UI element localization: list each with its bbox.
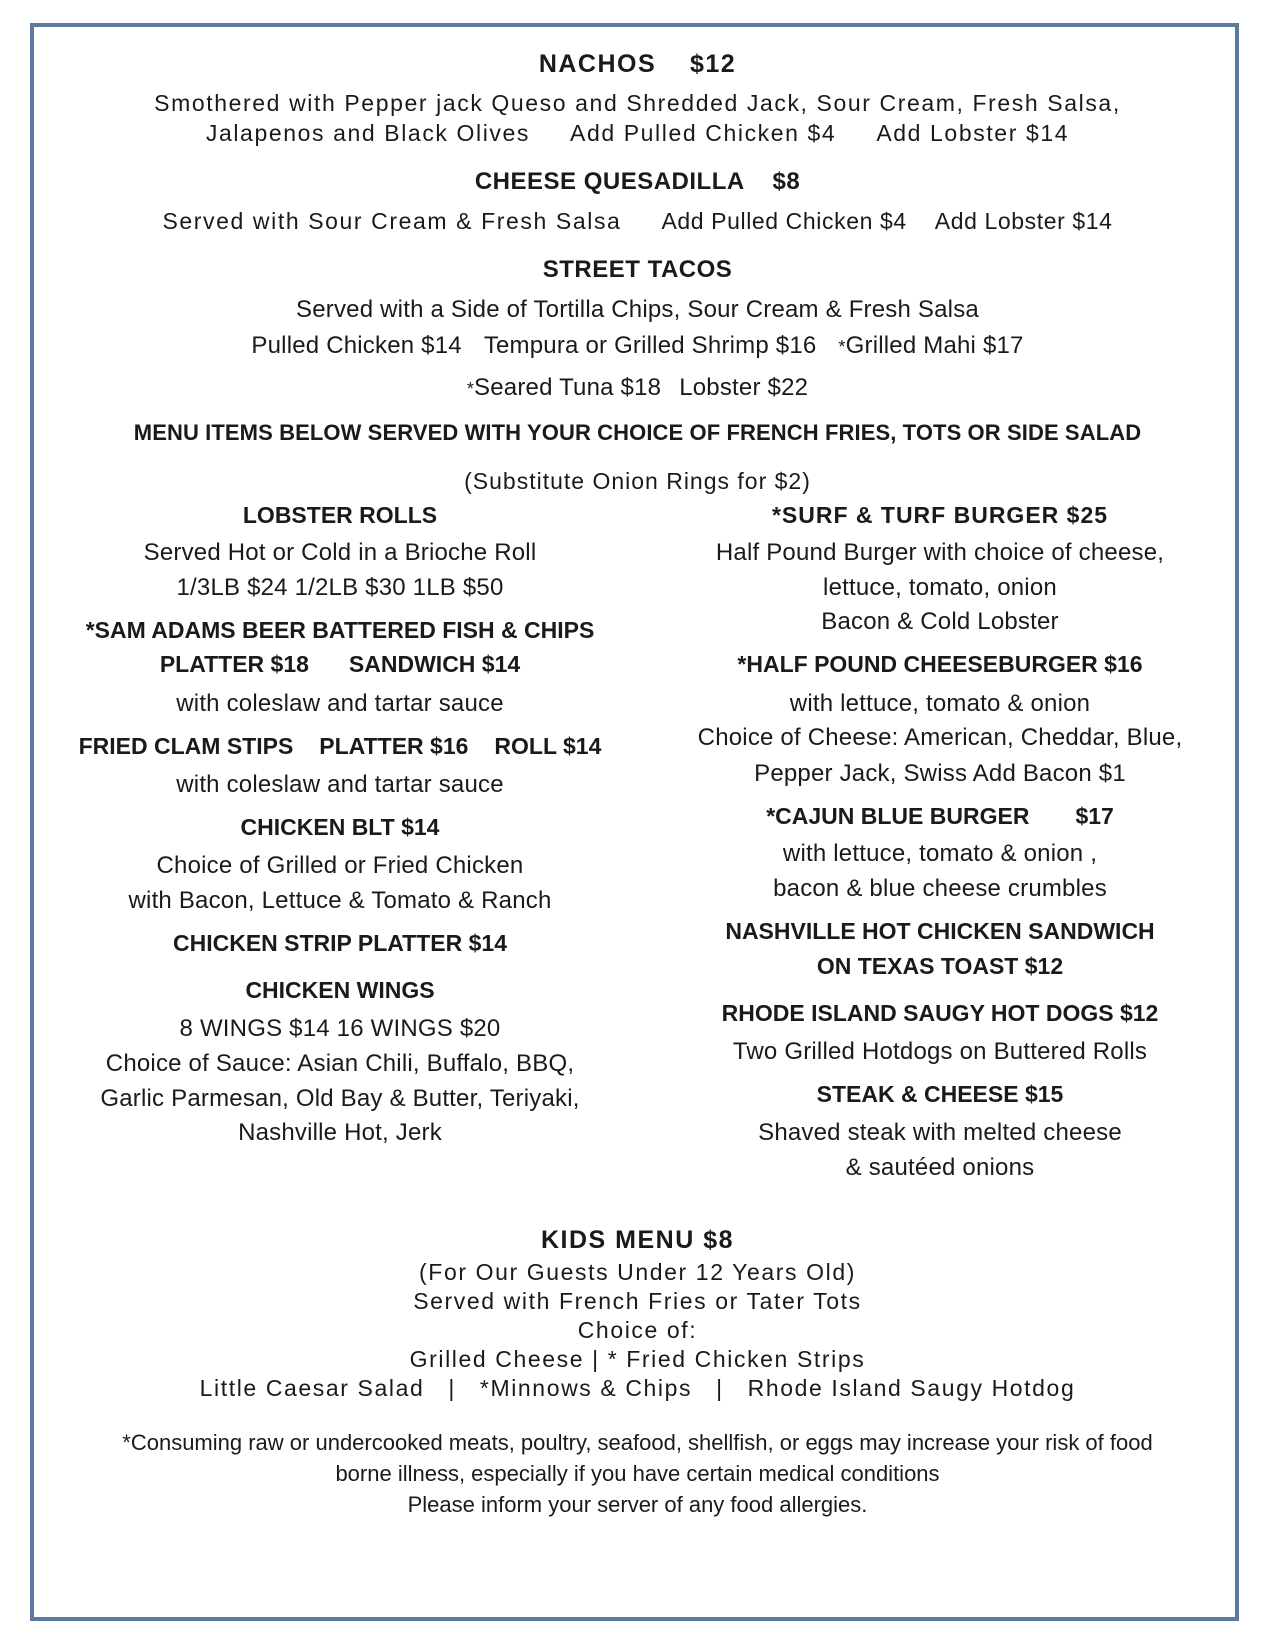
tacos-title: STREET TACOS <box>542 256 733 283</box>
taco-lobster: Lobster $22 <box>679 374 809 401</box>
surf-turf-desc2: lettuce, tomato, onion <box>823 574 1057 601</box>
ri-saugy-title: RHODE ISLAND SAUGY HOT DOGS $12 <box>721 1000 1159 1026</box>
taco-tuna: Seared Tuna $18 <box>474 374 662 401</box>
tacos-desc: Served with a Side of Tortilla Chips, Sour Cream & Fresh Salsa <box>296 296 979 323</box>
surf-turf-desc1: Half Pound Burger with choice of cheese, <box>715 539 1165 566</box>
raw-food-warning-line1: *Consuming raw or undercooked meats, poultry, seafood, shellfish, or eggs may increase your risk of food <box>122 1430 1153 1455</box>
kids-menu-age: (For Our Guests Under 12 Years Old) <box>419 1259 856 1285</box>
lobster-rolls-sizes: 1/3LB $24 1/2LB $30 1LB $50 <box>176 574 504 601</box>
chicken-strip-title: CHICKEN STRIP PLATTER $14 <box>173 930 507 956</box>
half-pound-desc1: with lettuce, tomato & onion <box>789 690 1091 717</box>
fish-chips-platter: PLATTER $18 <box>159 651 309 677</box>
chicken-wings-desc1: Choice of Sauce: Asian Chili, Buffalo, BBQ, <box>105 1050 575 1077</box>
raw-warning-star: * <box>466 379 475 399</box>
chicken-wings-desc2: Garlic Parmesan, Old Bay & Butter, Teriyaki, <box>100 1085 580 1112</box>
half-pound-desc2: Choice of Cheese: American, Cheddar, Blue, <box>697 724 1183 751</box>
kids-menu-title: KIDS MENU $8 <box>540 1226 735 1254</box>
clam-strips-platter: PLATTER $16 <box>319 733 469 759</box>
fish-chips-options <box>20 651 660 678</box>
nachos-toppings: Jalapenos and Black Olives <box>205 120 531 146</box>
clam-strips-desc: with coleslaw and tartar sauce <box>176 771 504 798</box>
quesadilla-title: CHEESE QUESADILLA $8 <box>474 168 801 195</box>
kids-menu-options1: Grilled Cheese | * Fried Chicken Strips <box>409 1346 866 1372</box>
fish-chips-sandwich: SANDWICH $14 <box>348 651 521 677</box>
kids-menu-options2: Little Caesar Salad | *Minnows & Chips | Rhode Island Saugy Hotdog <box>199 1375 1076 1401</box>
nachos-addon-chicken: Add Pulled Chicken $4 <box>570 120 837 146</box>
nashville-title2: ON TEXAS TOAST $12 <box>816 953 1064 979</box>
cajun-burger-name: *CAJUN BLUE BURGER <box>766 803 1030 829</box>
tacos-options-line1 <box>0 332 1275 360</box>
clam-strips-roll: ROLL $14 <box>494 733 602 759</box>
chicken-wings-sizes: 8 WINGS $14 16 WINGS $20 <box>179 1015 501 1042</box>
taco-pulled-chicken: Pulled Chicken $14 <box>251 332 462 359</box>
sides-note-title: MENU ITEMS BELOW SERVED WITH YOUR CHOICE OF FRENCH FRIES, TOTS OR SIDE SALAD <box>133 420 1142 445</box>
clam-strips-title <box>20 733 660 760</box>
chicken-blt-desc1: Choice of Grilled or Fried Chicken <box>156 852 524 879</box>
lobster-rolls-title: LOBSTER ROLLS <box>242 502 438 528</box>
cajun-burger-desc2: bacon & blue cheese crumbles <box>773 875 1107 902</box>
steak-cheese-desc1: Shaved steak with melted cheese <box>758 1119 1122 1146</box>
cajun-burger-desc1: with lettuce, tomato & onion , <box>782 840 1098 867</box>
quesadilla-addon-chicken: Add Pulled Chicken $4 <box>661 208 907 234</box>
quesadilla-desc <box>0 208 1275 235</box>
chicken-blt-title: CHICKEN BLT $14 <box>240 814 440 840</box>
nachos-desc-line1: Smothered with Pepper jack Queso and Shredded Jack, Sour Cream, Fresh Salsa, <box>154 90 1121 116</box>
surf-turf-desc3: Bacon & Cold Lobster <box>821 608 1059 635</box>
steak-cheese-desc2: & sautéed onions <box>845 1154 1035 1181</box>
cajun-burger-price: $17 <box>1075 803 1114 829</box>
surf-turf-title: *SURF & TURF BURGER $25 <box>771 502 1109 528</box>
cajun-burger-title <box>655 803 1225 830</box>
sides-note-sub: (Substitute Onion Rings for $2) <box>464 468 811 494</box>
raw-food-warning-line2: borne illness, especially if you have certain medical conditions <box>335 1461 940 1486</box>
lobster-rolls-desc: Served Hot or Cold in a Brioche Roll <box>143 539 537 566</box>
nachos-desc-line2 <box>0 120 1275 147</box>
kids-menu-choice: Choice of: <box>577 1317 698 1343</box>
clam-strips-name: FRIED CLAM STIPS <box>78 733 294 759</box>
raw-warning-star: * <box>838 337 846 357</box>
chicken-wings-desc3: Nashville Hot, Jerk <box>238 1119 442 1146</box>
kids-menu-sides: Served with French Fries or Tater Tots <box>413 1288 862 1314</box>
quesadilla-served: Served with Sour Cream & Fresh Salsa <box>162 208 622 234</box>
taco-mahi: Grilled Mahi $17 <box>845 332 1024 359</box>
fish-chips-desc: with coleslaw and tartar sauce <box>176 690 504 717</box>
chicken-blt-desc2: with Bacon, Lettuce & Tomato & Ranch <box>128 887 552 914</box>
half-pound-title: *HALF POUND CHEESEBURGER $16 <box>737 651 1143 677</box>
tacos-options-line2 <box>0 374 1275 402</box>
taco-shrimp: Tempura or Grilled Shrimp $16 <box>483 332 817 359</box>
nachos-title: NACHOS $12 <box>538 50 737 78</box>
steak-cheese-title: STEAK & CHEESE $15 <box>816 1081 1064 1107</box>
allergy-notice: Please inform your server of any food allergies. <box>407 1492 868 1517</box>
ri-saugy-desc: Two Grilled Hotdogs on Buttered Rolls <box>732 1038 1148 1065</box>
half-pound-desc3: Pepper Jack, Swiss Add Bacon $1 <box>754 760 1126 787</box>
nachos-addon-lobster: Add Lobster $14 <box>876 120 1070 146</box>
chicken-wings-title: CHICKEN WINGS <box>245 977 435 1003</box>
quesadilla-addon-lobster: Add Lobster $14 <box>934 208 1113 234</box>
fish-chips-title: *SAM ADAMS BEER BATTERED FISH & CHIPS <box>85 617 595 643</box>
nashville-title1: NASHVILLE HOT CHICKEN SANDWICH <box>725 918 1155 944</box>
